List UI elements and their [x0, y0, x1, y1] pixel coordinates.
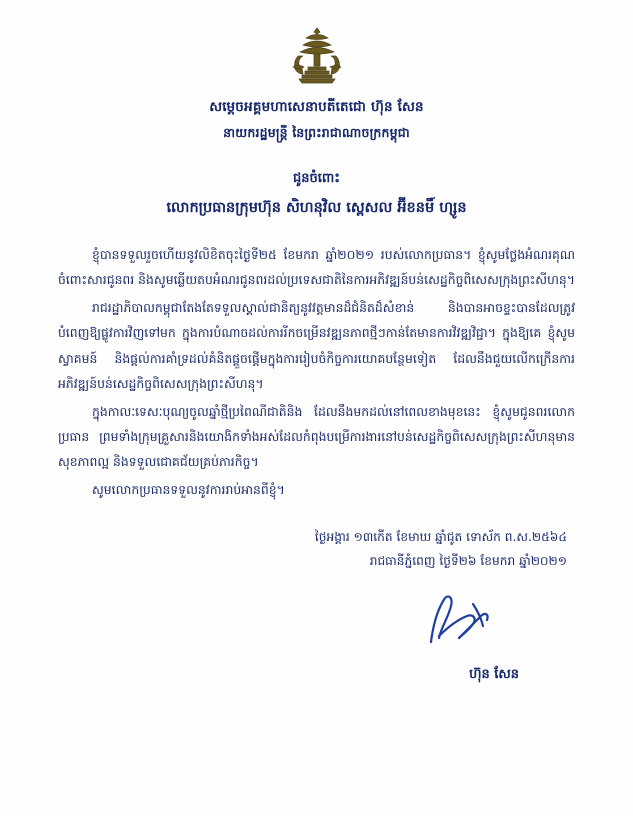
signature-name: ហ៊ុន សែន: [469, 666, 519, 682]
recipient-line: លោកប្រធានក្រុមហ៊ុន សិហនុវិល ស្ពេសល អ៊ីខនមិ៍ ហ្សូន: [166, 200, 467, 216]
letter-body: [58, 242, 575, 502]
handwritten-signature-icon: [415, 592, 501, 648]
date-block: [58, 526, 575, 574]
paragraph-1: ខ្ញុំបានទទួលរួចហើយនូវលិខិតចុះថ្ងៃទី២៥ ខែមករា ឆ្នាំ២០២១ របស់លោកប្រធាន។ ខ្ញុំសូមថ្លែងអំណរគុណចំពោះសារជូនពរ និងសូមឆ្លើយតបអំណរជូនពរដល់ប្រទេសជាតិនៃការអភិវឌ្ឍន៍បន់សេដ្ឋកិច្ចពិសេសក្រុងព្រះសីហនុ។: [58, 247, 575, 288]
date-lunar: ថ្ងៃអង្គារ ១៣កើត ខែមាឃ ឆ្នាំជូត ទោស័ក ព.ស.២៥៦៤: [314, 530, 567, 545]
header-title-secondary: នាយករដ្ឋមន្ត្រី នៃព្រះរាជាណាចក្រកម្ពុជា: [223, 125, 410, 140]
salutation: ជូនចំពោះ: [293, 171, 340, 186]
paragraph-2: រាជរដ្ឋាភិបាលកម្ពុជាតែងតែទទួលស្គាល់ជានិត្យនូវវត្តមានដ៏ជំនិតដ៏សំខាន់ និងបានអាចខ្ទះបានដែលត្រូវបំពេញឱ្យផ្លូវការវិញទៅមក ក្នុងការបំណាចដល់ការរីកចម្រើនវឌ្ឍនភាពថ្មីៗកាន់តែមានការវិវឌ្ឍវិជ្ជា។ ក្នុងឱ្យគេ ខ្ញុំសូមស្វាគមន៍ និងផ្តល់ការគាំទ្រដល់គំនិតផ្តួចផ្តើមក្នុងការរៀបចំកិច្ចការយោគបន្ថែមទៀត ដែលនឹងជួយលើកក្រើនការអភិវឌ្ឍន៍បន់សេដ្ឋកិច្ចពិសេសក្រុងព្រះសីហនុ។: [58, 299, 575, 392]
signature-area: [58, 592, 575, 688]
royal-cambodia-emblem-icon: [286, 26, 348, 86]
header-title-primary: សម្តេចអគ្គមហាសេនាបតីតេជោ ហ៊ុន សែន: [209, 99, 424, 115]
emblem-container: [58, 26, 575, 88]
paragraph-3: ក្នុងកាលៈទេសៈបុណ្យចូលឆ្នាំថ្មីប្រពៃណីជាតិនិង ដែលនឹងមកដល់នៅពេលខាងមុខនេះ ខ្ញុំសូមជូនពរលោកប្រធាន ព្រមទាំងក្រុមគ្រួសារនិងយោងិកទាំងអស់ដែលកំពុងបម្រើការងារនៅបន់សេដ្ឋកិច្ចពិសេសក្រុងព្រះសីហនុមានសុខភាពល្អ និងទទួលជោគជ័យគ្រប់ភារកិច្ច។: [58, 403, 575, 470]
date-gregorian: រាជធានីភ្នំពេញ ថ្ងៃទី២៦ ខែមករា ឆ្នាំ២០២១: [369, 554, 567, 568]
paragraph-4: សូមលោកប្រធានទទួលនូវការរាប់អានពីខ្ញុំ។: [92, 481, 285, 497]
